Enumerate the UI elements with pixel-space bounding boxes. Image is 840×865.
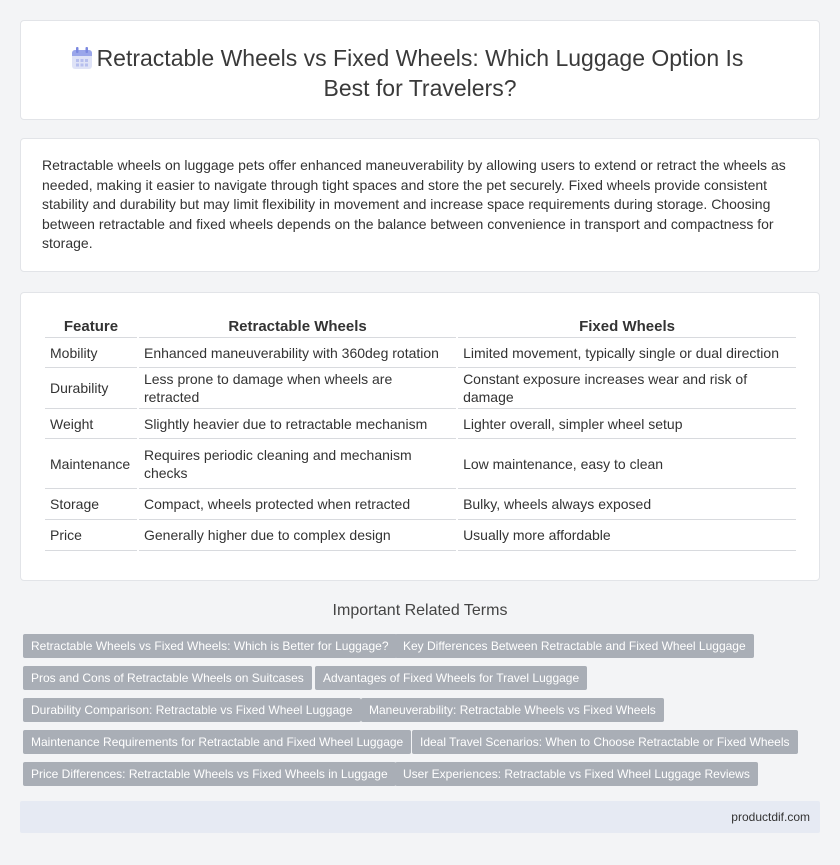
feature-cell: Mobility (45, 338, 137, 368)
related-term-link[interactable]: Durability Comparison: Retractable vs Fixed Wheel Luggage (23, 698, 361, 722)
related-term-link[interactable]: Ideal Travel Scenarios: When to Choose Retractable or Fixed Wheels (412, 730, 798, 754)
retractable-cell: Enhanced maneuverability with 360deg rotation (139, 338, 456, 368)
fixed-cell: Low maintenance, easy to clean (458, 439, 796, 489)
related-term-link[interactable]: Price Differences: Retractable Wheels vs Fixed Wheels in Luggage (23, 762, 396, 786)
site-name[interactable]: productdif.com (731, 810, 810, 824)
table-row (45, 439, 796, 489)
table-row (45, 338, 796, 368)
header-fixed: Fixed Wheels (458, 315, 796, 338)
page-title-line1: Retractable Wheels vs Fixed Wheels: Which Luggage Option Is (96, 45, 744, 71)
table-row (45, 489, 796, 520)
related-term-link[interactable]: Maintenance Requirements for Retractable and Fixed Wheel Luggage (23, 730, 411, 754)
feature-cell: Durability (45, 368, 137, 409)
retractable-cell: Generally higher due to complex design (139, 520, 456, 551)
related-term-link[interactable]: Advantages of Fixed Wheels for Travel Luggage (315, 666, 587, 690)
intro-card (20, 138, 820, 272)
header-card (20, 20, 820, 120)
feature-cell: Weight (45, 409, 137, 439)
related-term-link[interactable]: Maneuverability: Retractable Wheels vs Fixed Wheels (361, 698, 664, 722)
retractable-cell: Compact, wheels protected when retracted (139, 489, 456, 520)
page-title (21, 43, 819, 103)
header-feature: Feature (45, 315, 137, 338)
table-row (45, 368, 796, 409)
fixed-cell: Lighter overall, simpler wheel setup (458, 409, 796, 439)
page-title-line2: Best for Travelers? (323, 75, 517, 101)
fixed-cell: Bulky, wheels always exposed (458, 489, 796, 520)
table-header-row (45, 315, 796, 338)
comparison-table-card (20, 292, 820, 581)
header-retractable: Retractable Wheels (139, 315, 456, 338)
table-row (45, 409, 796, 439)
footer-bar (20, 801, 820, 833)
related-term-link[interactable]: Key Differences Between Retractable and Fixed Wheel Luggage (395, 634, 754, 658)
feature-cell: Price (45, 520, 137, 551)
related-term-link[interactable]: User Experiences: Retractable vs Fixed Wheel Luggage Reviews (395, 762, 758, 786)
fixed-cell: Constant exposure increases wear and risk of damage (458, 368, 796, 409)
retractable-cell: Requires periodic cleaning and mechanism checks (139, 439, 456, 489)
retractable-cell: Less prone to damage when wheels are retracted (139, 368, 456, 409)
related-term-link[interactable]: Retractable Wheels vs Fixed Wheels: Which is Better for Luggage? (23, 634, 397, 658)
fixed-cell: Limited movement, typically single or dual direction (458, 338, 796, 368)
feature-cell: Maintenance (45, 439, 137, 489)
retractable-cell: Slightly heavier due to retractable mechanism (139, 409, 456, 439)
table-row (45, 520, 796, 551)
related-term-link[interactable]: Pros and Cons of Retractable Wheels on Suitcases (23, 666, 312, 690)
related-terms-title: Important Related Terms (332, 602, 508, 619)
comparison-table (43, 315, 798, 551)
fixed-cell: Usually more affordable (458, 520, 796, 551)
feature-cell: Storage (45, 489, 137, 520)
intro-paragraph: Retractable wheels on luggage pets offer enhanced maneuverability by allowing users to extend or retract the wheels as needed, making it easier to navigate through tight spaces and store the pet securely. Fixed wheels provide consistent stability and durability but may limit flexibility in movement and increase space requirements during storage. Choosing between retractable and fixed wheels depends on the balance between convenience in transport and compactness for storage. (42, 157, 786, 251)
